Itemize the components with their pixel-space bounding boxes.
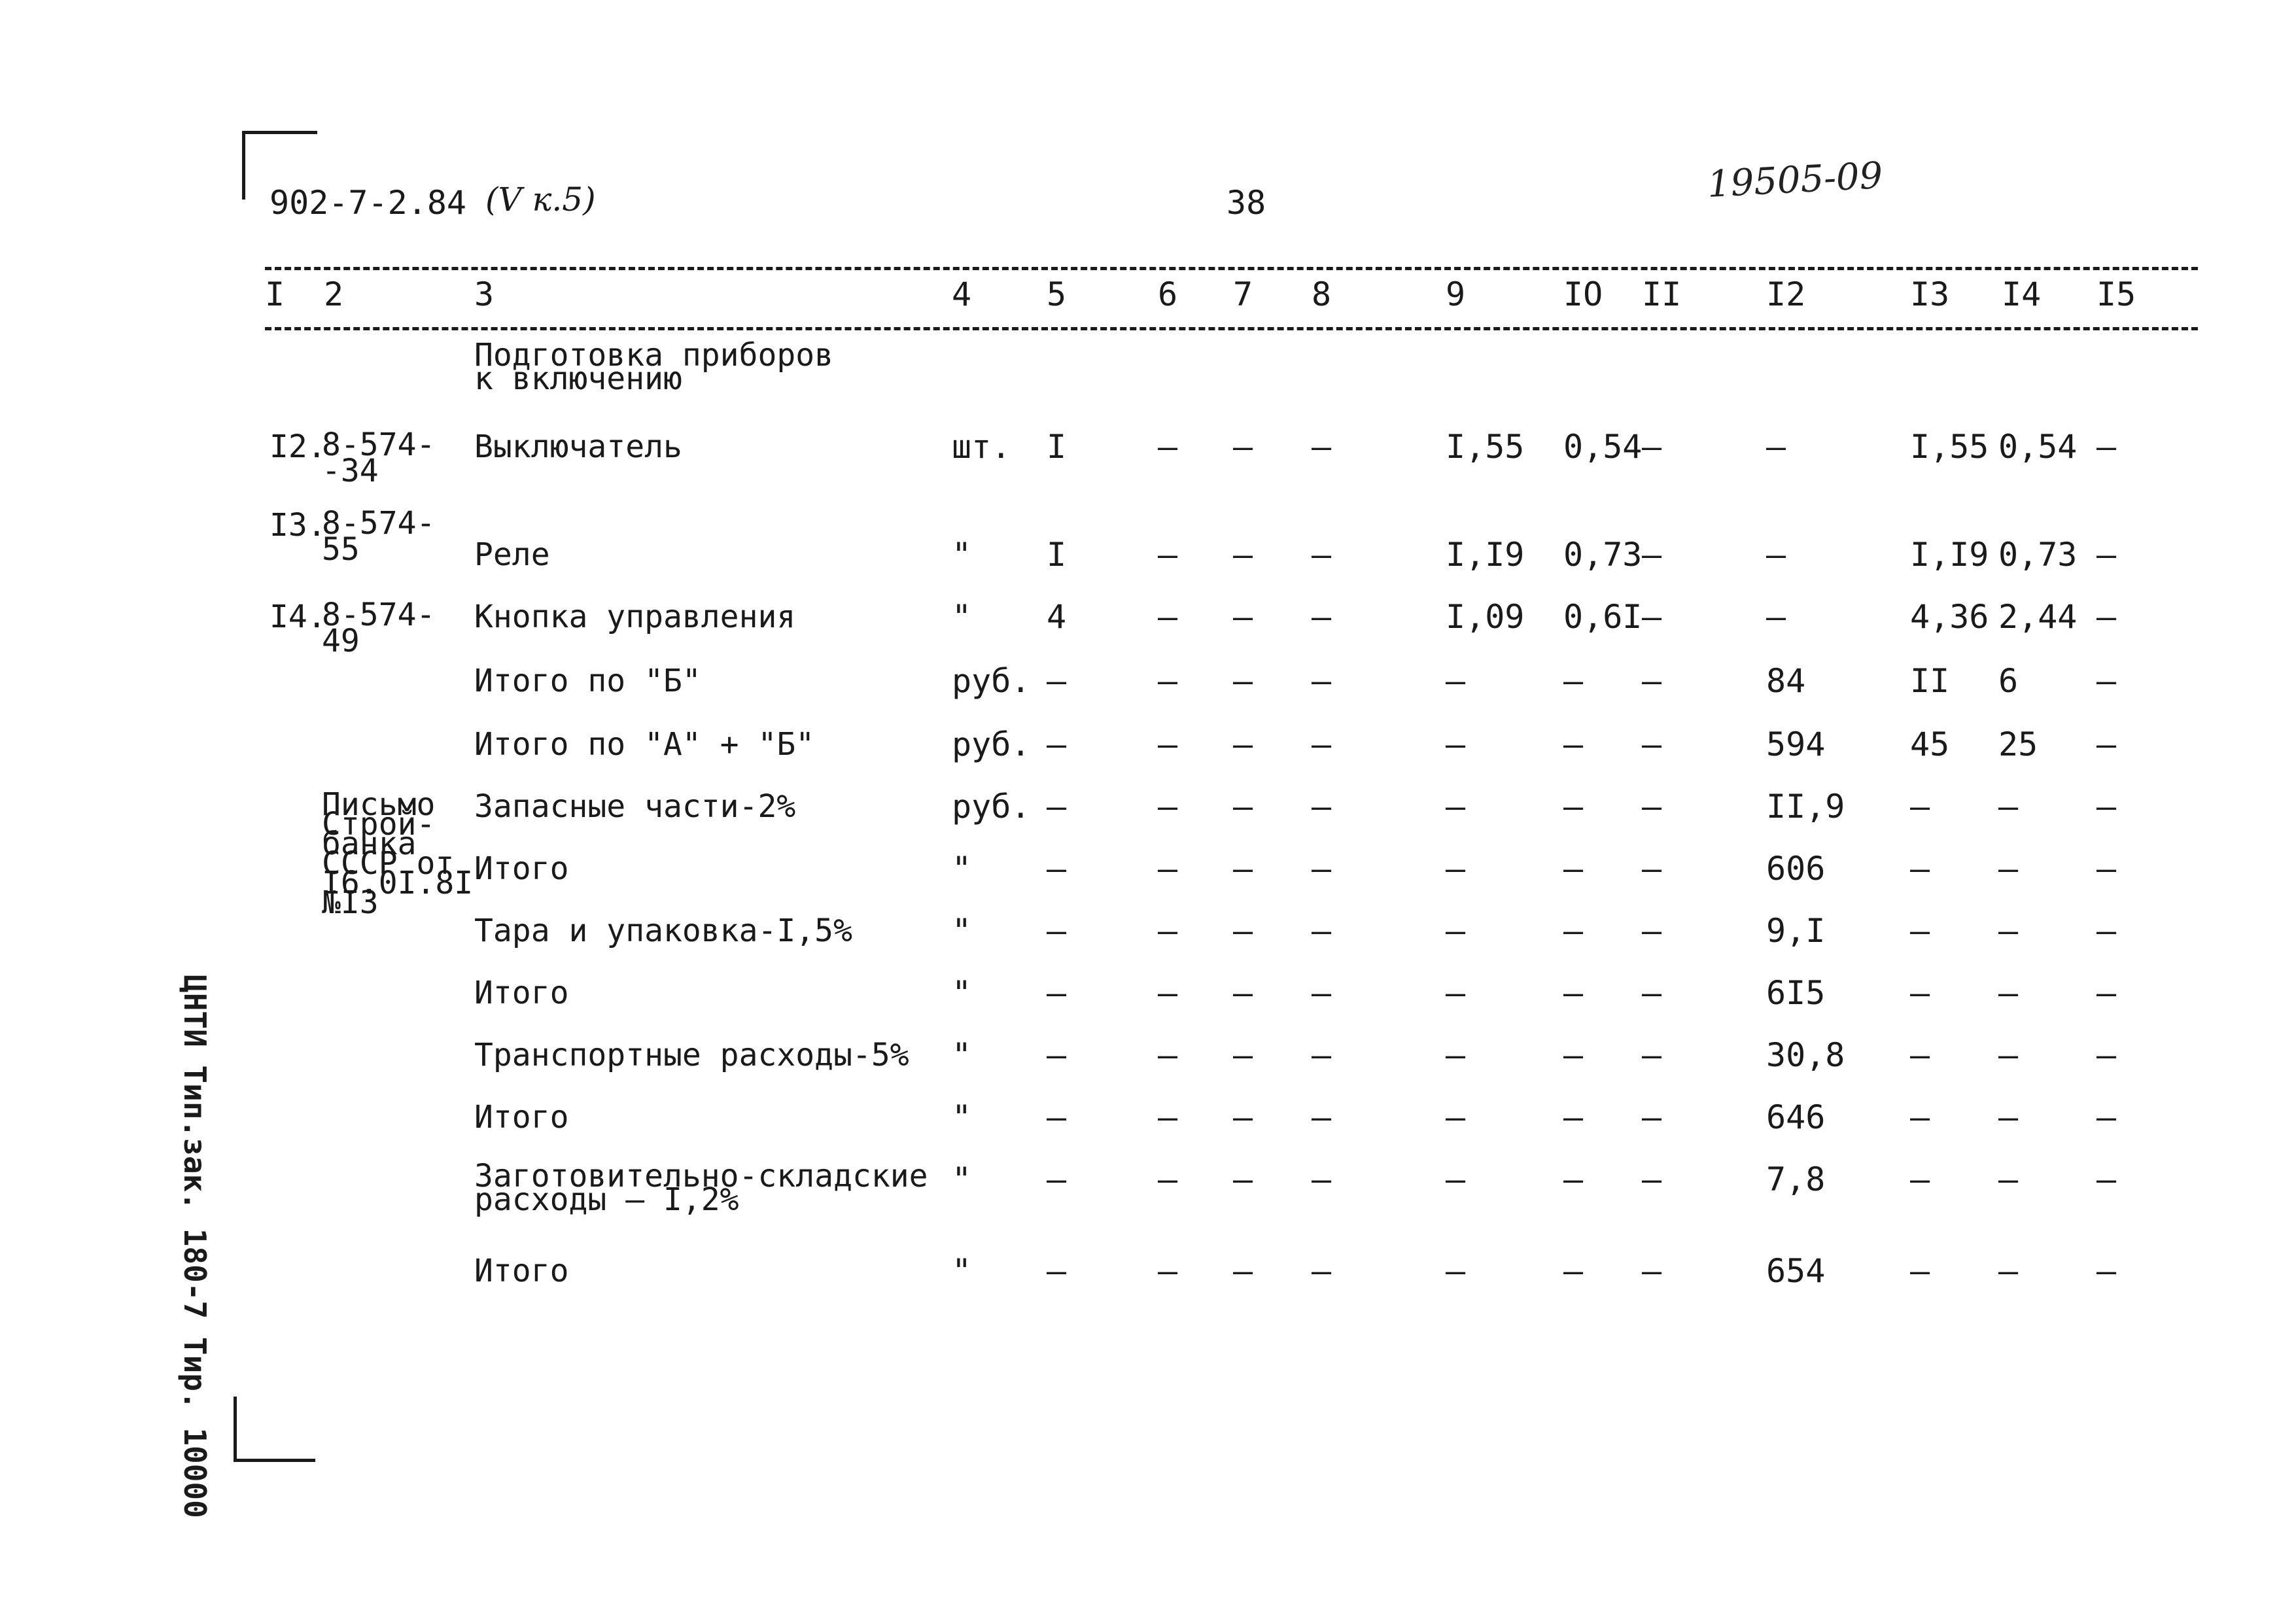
table-cell-r12-c11: – (1642, 1098, 1662, 1136)
column-number-8: 8 (1312, 275, 1332, 313)
table-cell-r10-c11: – (1642, 974, 1662, 1012)
table-cell-r14-c4: " (952, 1252, 972, 1290)
table-cell-r9-c6: – (1158, 912, 1178, 950)
table-cell-r13-c15: – (2096, 1160, 2117, 1198)
table-cell-r4-c11: – (1642, 598, 1662, 636)
table-cell-r10-c13: – (1910, 974, 1930, 1012)
table-cell-r11-c15: – (2096, 1036, 2117, 1074)
table-cell-r13-c5: – (1047, 1160, 1067, 1198)
table-cell-r7-c15: – (2096, 788, 2117, 826)
column-number-3: 3 (474, 275, 495, 313)
table-cell-r9-c3: Тара и упаковка-I,5% (474, 913, 852, 949)
table-cell-r7-c9: – (1446, 788, 1466, 826)
table-cell-r13-c10: – (1563, 1160, 1584, 1198)
column-number-14: I4 (2002, 275, 2042, 313)
table-cell-r2-c13: I,55 (1910, 428, 1989, 466)
table-cell-r11-c6: – (1158, 1036, 1178, 1074)
table-cell-r13-c9: – (1446, 1160, 1466, 1198)
table-cell-r7-c13: – (1910, 788, 1930, 826)
table-cell-r10-c7: – (1233, 974, 1253, 1012)
table-cell-r4-c2: 8-574- 49 (322, 597, 436, 659)
table-cell-r10-c9: – (1446, 974, 1466, 1012)
table-cell-r2-c5: I (1047, 428, 1067, 466)
table-cell-r14-c6: – (1158, 1252, 1178, 1290)
table-cell-r7-c3: Запасные части-2% (474, 788, 796, 825)
table-cell-r5-c3: Итого по "Б" (474, 663, 701, 699)
table-cell-r4-c15: – (2096, 598, 2117, 636)
table-cell-r10-c6: – (1158, 974, 1178, 1012)
table-cell-r11-c8: – (1312, 1036, 1332, 1074)
table-cell-r2-c1: I2. (270, 428, 326, 465)
table-cell-r14-c12: 654 (1766, 1252, 1826, 1290)
table-cell-r8-c12: 606 (1766, 850, 1826, 888)
table-cell-r8-c8: – (1312, 850, 1332, 888)
table-cell-r14-c3: Итого (474, 1253, 569, 1289)
table-cell-r13-c11: – (1642, 1160, 1662, 1198)
table-cell-r4-c5: 4 (1047, 598, 1067, 636)
table-cell-r14-c8: – (1312, 1252, 1332, 1290)
table-cell-r7-c7: – (1233, 788, 1253, 826)
table-cell-r6-c9: – (1446, 725, 1466, 763)
column-number-4: 4 (952, 275, 972, 313)
side-print-stamp: ЦНТИ Тип.зак. 180-7 Тир. 10000 (177, 975, 213, 1518)
column-number-1: I (265, 275, 285, 313)
table-cell-r10-c14: – (1998, 974, 2019, 1012)
table-cell-r12-c6: – (1158, 1098, 1178, 1136)
table-cell-r2-c15: – (2096, 428, 2117, 466)
table-cell-r8-c11: – (1642, 850, 1662, 888)
table-cell-r3-c14: 0,73 (1998, 536, 2078, 574)
table-cell-r8-c7: – (1233, 850, 1253, 888)
table-cell-r6-c6: – (1158, 725, 1178, 763)
table-cell-r11-c3: Транспортные расходы-5% (474, 1037, 909, 1073)
table-cell-r12-c3: Итого (474, 1099, 569, 1136)
table-cell-r13-c13: – (1910, 1160, 1930, 1198)
table-cell-r14-c11: – (1642, 1252, 1662, 1290)
table-cell-r14-c5: – (1047, 1252, 1067, 1290)
table-cell-r4-c14: 2,44 (1998, 598, 2078, 636)
column-number-15: I5 (2096, 275, 2136, 313)
column-number-13: I3 (1910, 275, 1950, 313)
table-cell-r8-c15: – (2096, 850, 2117, 888)
table-cell-r2-c7: – (1233, 428, 1253, 466)
column-number-6: 6 (1158, 275, 1178, 313)
table-cell-r5-c5: – (1047, 662, 1067, 700)
table-cell-r12-c12: 646 (1766, 1098, 1826, 1136)
table-cell-r3-c9: I,I9 (1446, 536, 1525, 574)
table-cell-r5-c12: 84 (1766, 662, 1806, 700)
table-cell-r9-c14: – (1998, 912, 2019, 950)
table-cell-r5-c6: – (1158, 662, 1178, 700)
table-cell-r9-c4: " (952, 912, 972, 950)
table-cell-r3-c3: Реле (474, 536, 550, 573)
table-cell-r2-c12: – (1766, 428, 1786, 466)
table-cell-r8-c5: – (1047, 850, 1067, 888)
table-cell-r6-c11: – (1642, 725, 1662, 763)
table-cell-r6-c8: – (1312, 725, 1332, 763)
table-cell-r12-c9: – (1446, 1098, 1466, 1136)
table-cell-r13-c4: " (952, 1160, 972, 1198)
table-cell-r9-c7: – (1233, 912, 1253, 950)
table-cell-r11-c11: – (1642, 1036, 1662, 1074)
table-cell-r7-c12: II,9 (1766, 788, 1845, 826)
table-cell-r13-c14: – (1998, 1160, 2019, 1198)
table-cell-r3-c5: I (1047, 536, 1067, 574)
table-cell-r4-c9: I,09 (1446, 598, 1525, 636)
table-cell-r8-c13: – (1910, 850, 1930, 888)
page-number: 38 (1226, 184, 1266, 222)
table-cell-r4-c4: " (952, 598, 972, 636)
table-header-bottom-rule (265, 327, 2198, 330)
table-cell-r11-c10: – (1563, 1036, 1584, 1074)
table-cell-r2-c2: 8-574- -34 (322, 426, 436, 489)
table-cell-r9-c12: 9,I (1766, 912, 1826, 950)
table-cell-r12-c5: – (1047, 1098, 1067, 1136)
table-cell-r9-c8: – (1312, 912, 1332, 950)
table-cell-r2-c8: – (1312, 428, 1332, 466)
table-cell-r12-c8: – (1312, 1098, 1332, 1136)
table-cell-r10-c5: – (1047, 974, 1067, 1012)
table-cell-r10-c8: – (1312, 974, 1332, 1012)
table-cell-r4-c10: 0,6I (1563, 598, 1643, 636)
table-cell-r8-c6: – (1158, 850, 1178, 888)
table-cell-r12-c10: – (1563, 1098, 1584, 1136)
table-cell-r14-c13: – (1910, 1252, 1930, 1290)
document-reference: (Ⅴ к.5) (485, 181, 596, 218)
table-cell-r14-c14: – (1998, 1252, 2019, 1290)
table-cell-r5-c8: – (1312, 662, 1332, 700)
table-cell-r3-c13: I,I9 (1910, 536, 1989, 574)
table-cell-r11-c14: – (1998, 1036, 2019, 1074)
table-cell-r9-c15: – (2096, 912, 2117, 950)
table-cell-r5-c14: 6 (1998, 662, 2019, 700)
table-cell-r13-c6: – (1158, 1160, 1178, 1198)
table-cell-r2-c3: Выключатель (474, 428, 682, 465)
table-cell-r3-c10: 0,73 (1563, 536, 1643, 574)
column-number-10: IO (1563, 275, 1603, 313)
table-cell-r9-c10: – (1563, 912, 1584, 950)
table-cell-r2-c4: шт. (952, 428, 1011, 466)
table-cell-r8-c9: – (1446, 850, 1466, 888)
table-header-top-rule (265, 267, 2198, 270)
table-cell-r9-c11: – (1642, 912, 1662, 950)
table-cell-r7-c10: – (1563, 788, 1584, 826)
column-number-11: II (1642, 275, 1682, 313)
table-cell-r6-c12: 594 (1766, 725, 1826, 763)
table-cell-r11-c12: 30,8 (1766, 1036, 1845, 1074)
table-cell-r4-c8: – (1312, 598, 1332, 636)
table-cell-r3-c2: 8-574- 55 (322, 505, 436, 568)
table-cell-r3-c4: " (952, 536, 972, 574)
table-cell-r2-c9: I,55 (1446, 428, 1525, 466)
table-cell-r14-c7: – (1233, 1252, 1253, 1290)
table-cell-r9-c5: – (1047, 912, 1067, 950)
table-cell-r3-c1: I3. (270, 507, 326, 544)
table-cell-r1-c3: Подготовка приборов к включению (474, 337, 834, 397)
table-cell-r10-c10: – (1563, 974, 1584, 1012)
table-cell-r8-c14: – (1998, 850, 2019, 888)
table-cell-r6-c3: Итого по "А" + "Б" (474, 726, 815, 763)
table-cell-r10-c12: 6I5 (1766, 974, 1826, 1012)
table-cell-r2-c6: – (1158, 428, 1178, 466)
table-cell-r5-c13: II (1910, 662, 1950, 700)
column-number-2: 2 (324, 275, 344, 313)
table-cell-r9-c9: – (1446, 912, 1466, 950)
table-cell-r7-c6: – (1158, 788, 1178, 826)
corner-mark-bottom-left (234, 1397, 315, 1462)
handwritten-number: 19505-09 (1706, 154, 1884, 206)
column-number-5: 5 (1047, 275, 1067, 313)
table-cell-r5-c11: – (1642, 662, 1662, 700)
table-cell-r13-c7: – (1233, 1160, 1253, 1198)
table-cell-r11-c9: – (1446, 1036, 1466, 1074)
column-number-12: I2 (1766, 275, 1806, 313)
table-cell-r6-c13: 45 (1910, 725, 1950, 763)
table-cell-r3-c6: – (1158, 536, 1178, 574)
table-cell-r4-c7: – (1233, 598, 1253, 636)
table-cell-r14-c10: – (1563, 1252, 1584, 1290)
table-cell-r13-c8: – (1312, 1160, 1332, 1198)
table-cell-r9-c13: – (1910, 912, 1930, 950)
column-number-7: 7 (1233, 275, 1253, 313)
table-cell-r5-c9: – (1446, 662, 1466, 700)
table-cell-r12-c7: – (1233, 1098, 1253, 1136)
table-cell-r3-c11: – (1642, 536, 1662, 574)
table-cell-r6-c5: – (1047, 725, 1067, 763)
table-cell-r6-c10: – (1563, 725, 1584, 763)
table-cell-r5-c15: – (2096, 662, 2117, 700)
table-cell-r5-c7: – (1233, 662, 1253, 700)
table-cell-r6-c15: – (2096, 725, 2117, 763)
table-cell-r5-c4: руб. (952, 662, 1031, 700)
table-cell-r5-c10: – (1563, 662, 1584, 700)
table-cell-r7-c11: – (1642, 788, 1662, 826)
table-cell-r6-c4: руб. (952, 725, 1031, 763)
table-cell-r4-c12: – (1766, 598, 1786, 636)
table-cell-r8-c3: Итого (474, 850, 569, 887)
table-cell-r11-c7: – (1233, 1036, 1253, 1074)
table-cell-r4-c1: I4. (270, 599, 326, 635)
table-cell-r14-c15: – (2096, 1252, 2117, 1290)
table-cell-r7-c4: руб. (952, 788, 1031, 826)
table-cell-r7-c5: – (1047, 788, 1067, 826)
table-cell-r12-c14: – (1998, 1098, 2019, 1136)
table-cell-r4-c6: – (1158, 598, 1178, 636)
table-cell-r3-c15: – (2096, 536, 2117, 574)
table-cell-r10-c3: Итого (474, 975, 569, 1011)
table-cell-r4-c3: Кнопка управления (474, 599, 796, 635)
table-cell-r13-c3: Заготовительно-складские расходы – I,2% (474, 1158, 928, 1218)
table-cell-r6-c7: – (1233, 725, 1253, 763)
column-number-9: 9 (1446, 275, 1466, 313)
table-cell-r12-c4: " (952, 1098, 972, 1136)
table-cell-r10-c4: " (952, 974, 972, 1012)
table-cell-r14-c9: – (1446, 1252, 1466, 1290)
table-cell-r3-c7: – (1233, 536, 1253, 574)
table-cell-r11-c13: – (1910, 1036, 1930, 1074)
table-cell-r12-c13: – (1910, 1098, 1930, 1136)
table-cell-r3-c12: – (1766, 536, 1786, 574)
table-cell-r11-c4: " (952, 1036, 972, 1074)
table-cell-r13-c12: 7,8 (1766, 1160, 1826, 1198)
table-cell-r7-c8: – (1312, 788, 1332, 826)
document-code: 902-7-2.84 (270, 184, 467, 222)
table-cell-r4-c13: 4,36 (1910, 598, 1989, 636)
table-cell-r7-c14: – (1998, 788, 2019, 826)
table-cell-r2-c11: – (1642, 428, 1662, 466)
table-cell-r2-c14: 0,54 (1998, 428, 2078, 466)
table-cell-r2-c10: 0,54 (1563, 428, 1643, 466)
table-cell-r10-c15: – (2096, 974, 2117, 1012)
table-cell-r3-c8: – (1312, 536, 1332, 574)
table-cell-r8-c10: – (1563, 850, 1584, 888)
table-cell-r12-c15: – (2096, 1098, 2117, 1136)
table-cell-r6-c14: 25 (1998, 725, 2038, 763)
table-cell-r8-c4: " (952, 850, 972, 888)
letter-reference-note: Письмо Строй- банка СССР от I6.0I.8I №I3 (322, 786, 474, 921)
table-cell-r11-c5: – (1047, 1036, 1067, 1074)
